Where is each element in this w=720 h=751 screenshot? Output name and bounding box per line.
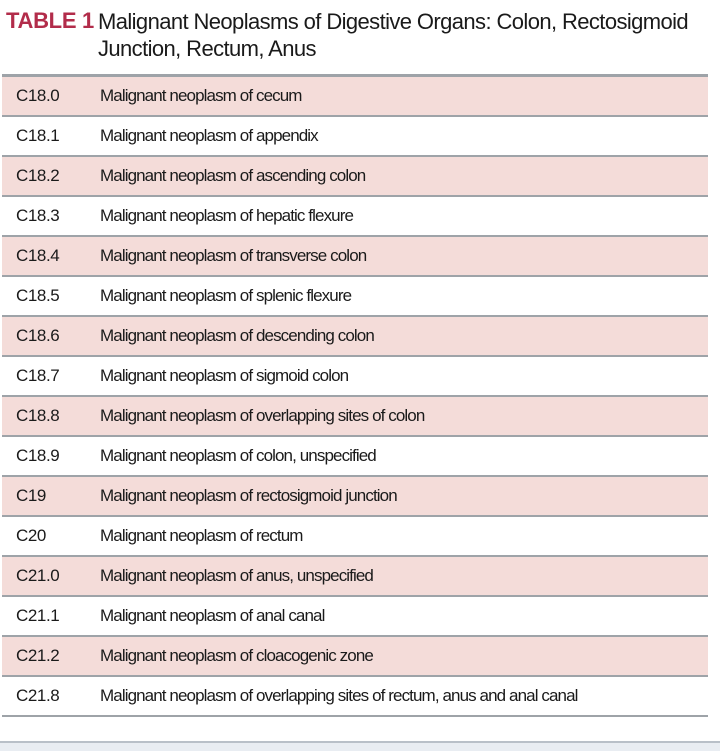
row-description: Malignant neoplasm of cloacogenic zone — [100, 646, 373, 665]
row-description: Malignant neoplasm of overlapping sites of rectum, anus and anal canal — [100, 686, 578, 705]
row-description: Malignant neoplasm of hepatic flexure — [100, 206, 354, 225]
row-code: C18.0 — [16, 86, 60, 105]
icd-code-table — [2, 74, 708, 717]
row-code: C21.0 — [16, 566, 60, 585]
table-row — [2, 357, 708, 397]
row-code: C21.2 — [16, 646, 60, 665]
row-description: Malignant neoplasm of appendix — [100, 126, 318, 145]
row-code: C18.6 — [16, 326, 60, 345]
row-code: C18.8 — [16, 406, 60, 425]
table-label: TABLE 1 — [6, 8, 94, 33]
table-row — [2, 237, 708, 277]
row-code: C18.2 — [16, 166, 60, 185]
row-description: Malignant neoplasm of rectum — [100, 526, 303, 545]
table-row — [2, 477, 708, 517]
row-description: Malignant neoplasm of colon, unspecified — [100, 446, 376, 465]
table-row — [2, 677, 708, 717]
row-code: C18.5 — [16, 286, 60, 305]
row-code: C18.1 — [16, 126, 60, 145]
row-description: Malignant neoplasm of anal canal — [100, 606, 325, 625]
row-code: C18.4 — [16, 246, 60, 265]
table-row — [2, 157, 708, 197]
row-description: Malignant neoplasm of cecum — [100, 86, 302, 105]
table-header — [0, 0, 720, 70]
table-row — [2, 277, 708, 317]
row-code: C18.7 — [16, 366, 60, 385]
table-row — [2, 597, 708, 637]
row-code: C20 — [16, 526, 46, 545]
table-row — [2, 117, 708, 157]
row-description: Malignant neoplasm of descending colon — [100, 326, 374, 345]
row-description: Malignant neoplasm of overlapping sites of colon — [100, 406, 425, 425]
row-code: C21.1 — [16, 606, 60, 625]
table-row — [2, 397, 708, 437]
row-description: Malignant neoplasm of splenic flexure — [100, 286, 352, 305]
row-description: Malignant neoplasm of transverse colon — [100, 246, 367, 265]
row-description: Malignant neoplasm of anus, unspecified — [100, 566, 373, 585]
table-row — [2, 317, 708, 357]
table-row — [2, 637, 708, 677]
row-description: Malignant neoplasm of sigmoid colon — [100, 366, 349, 385]
table-title: Malignant Neoplasms of Digestive Organs: Colon, Rectosigmoid Junction, Rectum, Anus — [98, 9, 689, 61]
table-row — [2, 197, 708, 237]
row-code: C21.8 — [16, 686, 60, 705]
table-row — [2, 557, 708, 597]
row-code: C18.9 — [16, 446, 60, 465]
row-code: C19 — [16, 486, 46, 505]
table-row — [2, 77, 708, 117]
row-description: Malignant neoplasm of ascending colon — [100, 166, 366, 185]
row-code: C18.3 — [16, 206, 60, 225]
table-row — [2, 437, 708, 477]
page-bottom-band — [0, 741, 720, 751]
row-description: Malignant neoplasm of rectosigmoid junction — [100, 486, 397, 505]
table-row — [2, 517, 708, 557]
